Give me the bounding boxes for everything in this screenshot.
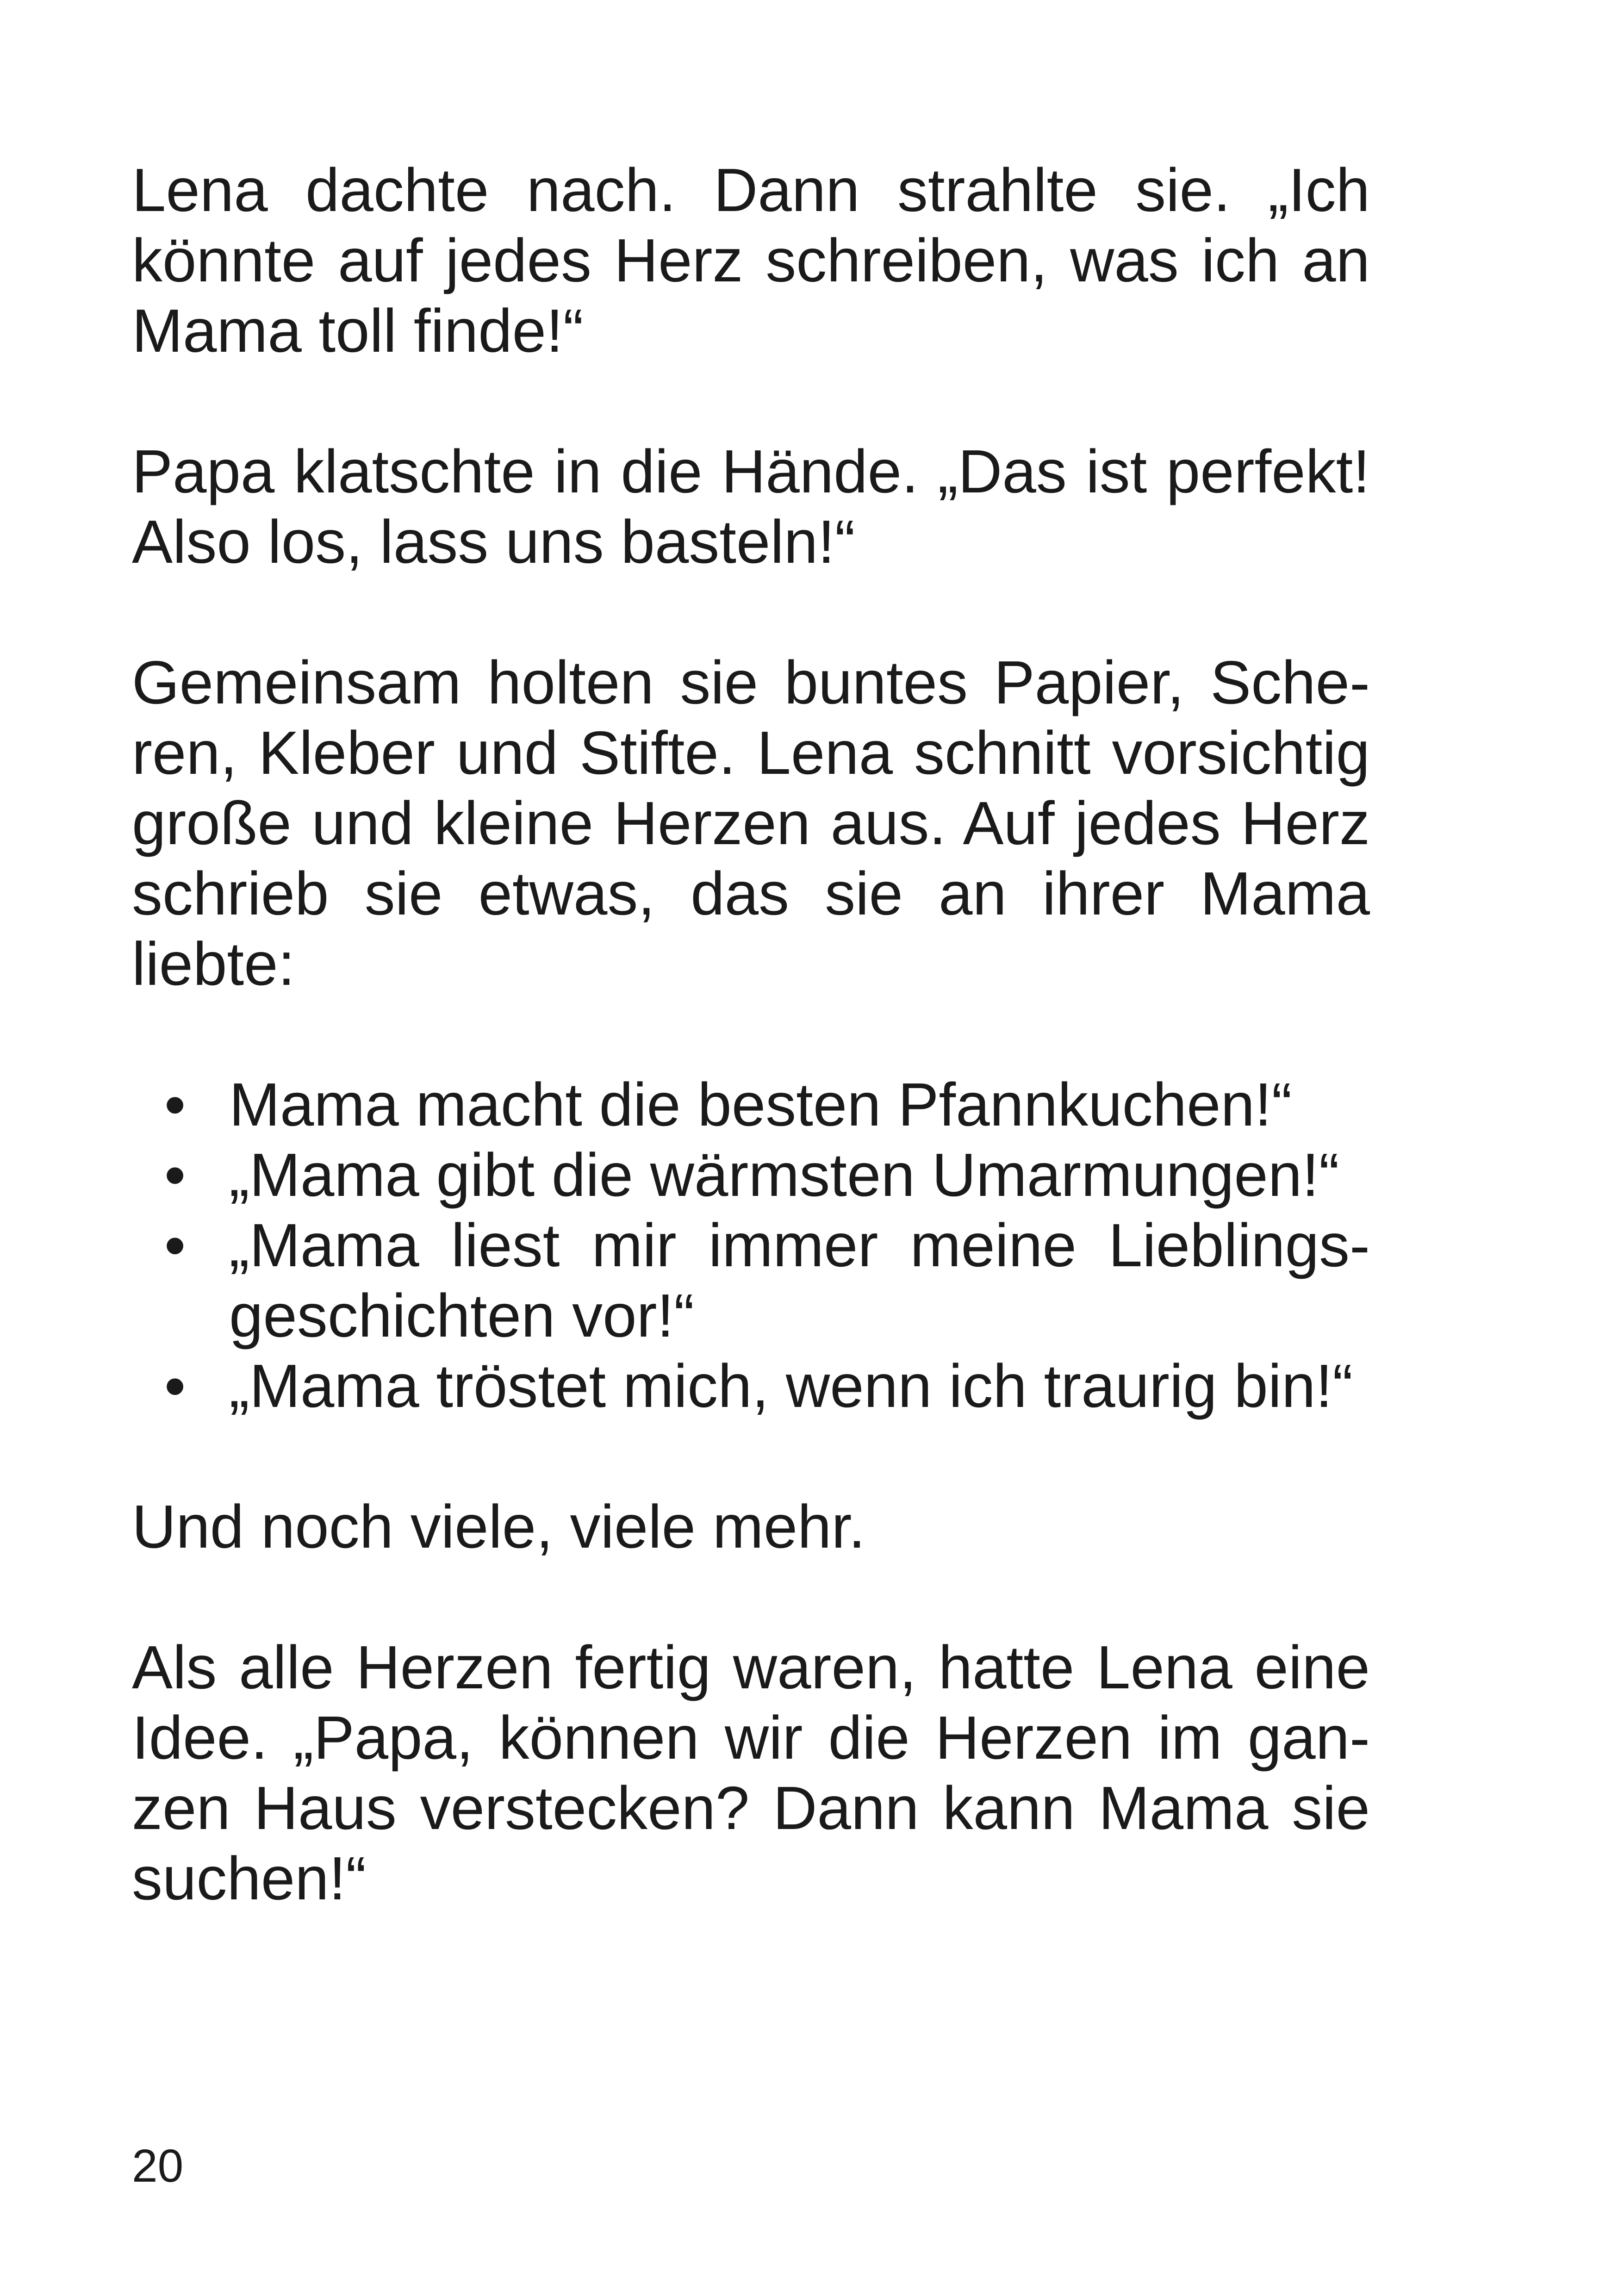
paragraph-papa-claps: Papa klatschte in die Hände. „Das ist perfekt! Also los, lass uns basteln!“ xyxy=(132,437,1370,576)
bullet-icon: • xyxy=(164,1352,186,1420)
bullet-text: „Mama gibt die wärmsten Umarmungen!“ xyxy=(229,1141,1339,1209)
list-item xyxy=(132,1140,1370,1210)
bullet-icon: • xyxy=(164,1070,186,1139)
paragraph-hide-hearts: Als alle Herzen fertig waren, hatte Lena eine Idee. „Papa, können wir die Herzen im ganzen Haus verstecken? Dann kann Mama sie suchen!“ xyxy=(132,1633,1370,1912)
bullet-text: „Mama tröstet mich, wenn ich traurig bin!“ xyxy=(229,1352,1353,1420)
list-item xyxy=(132,1210,1370,1351)
paragraph-crafting: Gemeinsam holten sie buntes Papier, Scheren, Kleber und Stifte. Lena schnitt vorsichtig große und kleine Herzen aus. Auf jedes Herz schrieb sie etwas, das sie an ihrer Mama liebte: xyxy=(132,648,1370,998)
paragraph-lena-idea: Lena dachte nach. Dann strahlte sie. „Ich könnte auf jedes Herz schreiben, was ich an Mama toll finde!“ xyxy=(132,156,1370,365)
bullet-icon: • xyxy=(164,1141,186,1209)
list-item xyxy=(132,1351,1370,1421)
heart-messages-list xyxy=(132,1070,1370,1421)
bullet-icon: • xyxy=(164,1211,186,1279)
page-number: 20 xyxy=(132,2140,184,2192)
paragraph-many-more: Und noch viele, viele mehr. xyxy=(132,1493,865,1561)
list-item xyxy=(132,1070,1370,1140)
bullet-text: Mama macht die besten Pfannkuchen!“ xyxy=(229,1070,1292,1139)
story-text xyxy=(132,155,1370,1984)
bullet-text: „Mama liest mir immer meine Lieblingsgeschichten vor!“ xyxy=(229,1211,1370,1350)
